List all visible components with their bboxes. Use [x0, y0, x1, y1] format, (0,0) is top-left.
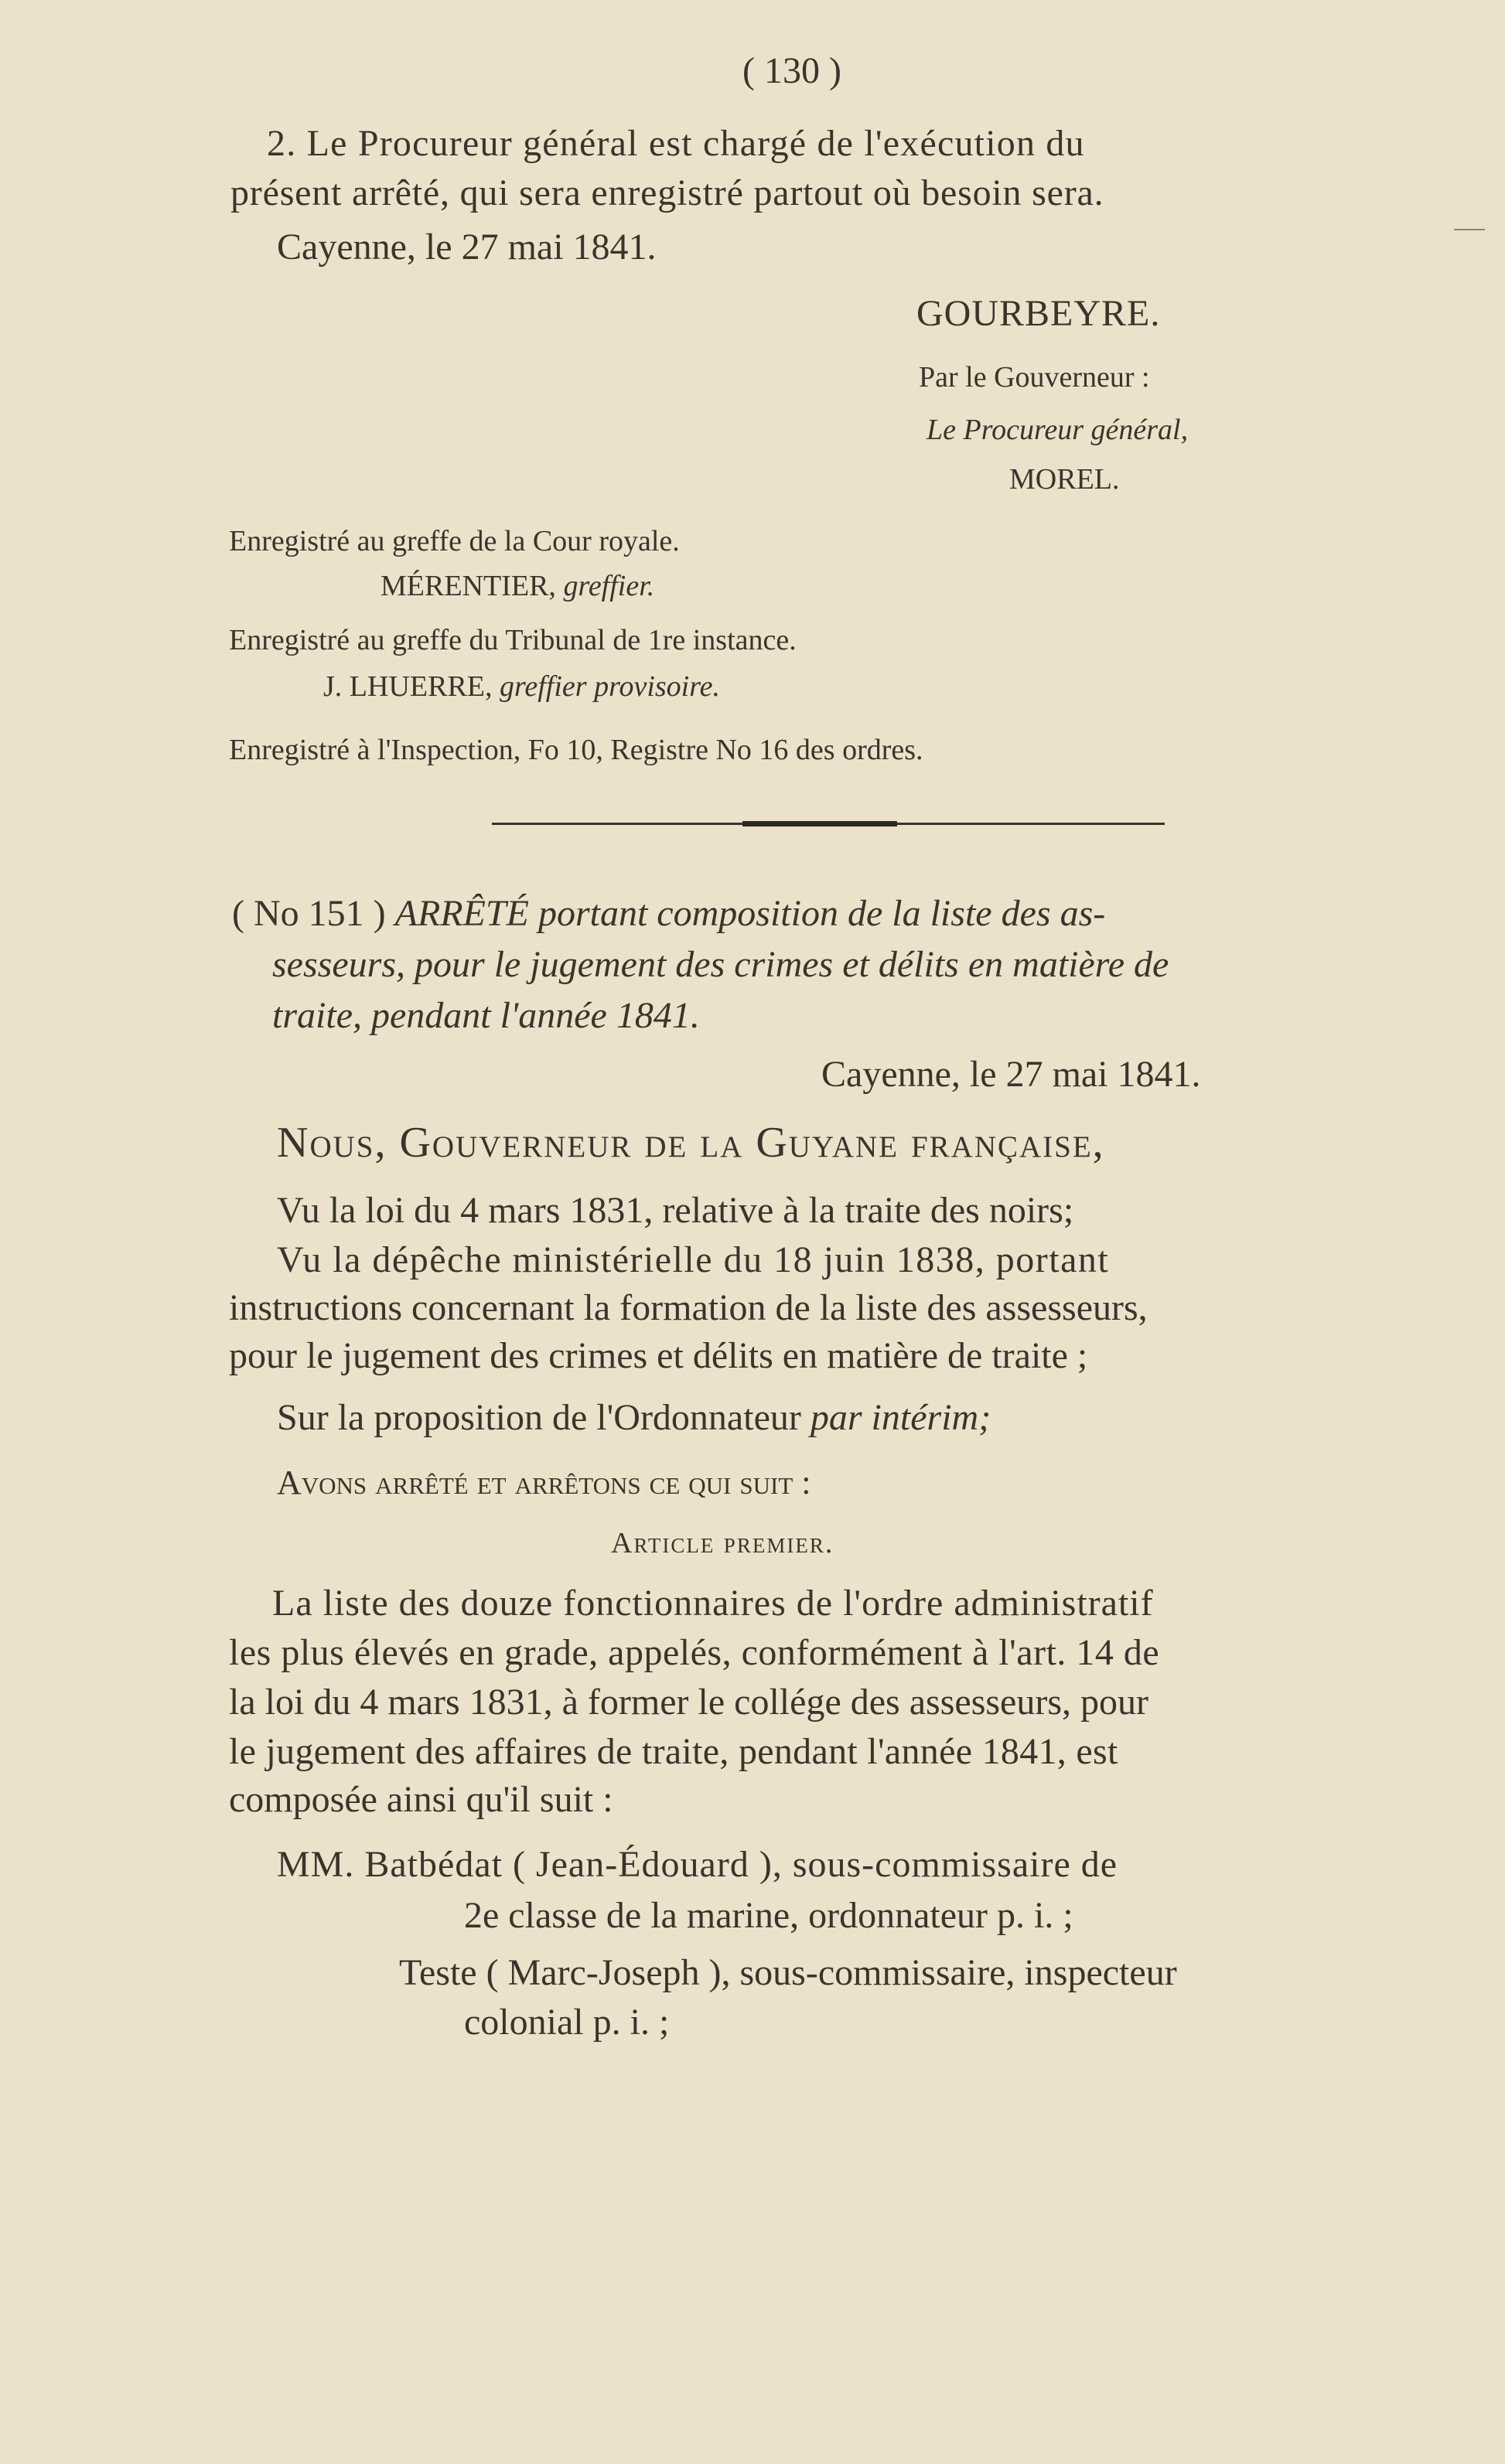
registrar-name: MÉRENTIER,	[381, 570, 556, 602]
article-para-1: La liste des douze fonctionnaires de l'ordre administratif	[272, 1583, 1154, 1624]
member-1-line-2: 2e classe de la marine, ordonnateur p. i. ;	[464, 1895, 1073, 1936]
article-2-date: Cayenne, le 27 mai 1841.	[277, 227, 657, 268]
nous-gouverneur: Nous, Gouverneur de la Guyane française,	[277, 1119, 1105, 1167]
registration-tribunal: Enregistré au greffe du Tribunal de 1re instance.	[229, 624, 797, 656]
article-2-line-1: 2. Le Procureur général est chargé de l'exécution du	[267, 123, 1085, 164]
procureur-title: Le Procureur général,	[927, 414, 1189, 446]
par-interim: par intérim;	[810, 1397, 991, 1438]
avons-arrete: Avons arrêté et arrêtons ce qui suit :	[277, 1464, 811, 1501]
registrar-name: J. LHUERRE,	[323, 670, 493, 703]
sur-proposition-text: Sur la proposition de l'Ordonnateur	[277, 1397, 801, 1438]
article-premier: Article premier.	[611, 1527, 834, 1559]
arrete-number: ( No 151 )	[232, 893, 386, 934]
registration-2-name	[323, 670, 720, 704]
vu-depeche-3: pour le jugement des crimes et délits en matière de traite ;	[229, 1335, 1088, 1376]
arrete-title-2: sesseurs, pour le jugement des crimes et délits en matière de	[272, 944, 1169, 985]
registration-inspection: Enregistré à l'Inspection, Fo 10, Registre No 16 des ordres.	[229, 734, 923, 766]
article-2-line-2: présent arrêté, qui sera enregistré partout où besoin sera.	[230, 172, 1104, 213]
vu-depeche-1: Vu la dépêche ministérielle du 18 juin 1838, portant	[277, 1239, 1110, 1280]
vu-loi: Vu la loi du 4 mars 1831, relative à la traite des noirs;	[277, 1190, 1074, 1231]
registrar-role: greffier.	[563, 570, 655, 602]
arrete-date: Cayenne, le 27 mai 1841.	[821, 1054, 1201, 1095]
page-number: ( 130 )	[742, 50, 841, 91]
registrar-role: greffier provisoire.	[500, 670, 720, 703]
section-divider-accent	[742, 821, 897, 826]
member-2-line-1: Teste ( Marc-Joseph ), sous-commissaire, inspecteur	[399, 1952, 1177, 1993]
procureur-name: MOREL.	[1009, 463, 1120, 496]
arrete-title-1: ARRÊTÉ portant composition de la liste des as-	[394, 893, 1106, 934]
article-para-2: les plus élevés en grade, appelés, conformément à l'art. 14 de	[229, 1632, 1160, 1673]
arrete-title-3: traite, pendant l'année 1841.	[272, 995, 700, 1036]
margin-mark	[1454, 229, 1485, 230]
member-1-line-1: MM. Batbédat ( Jean-Édouard ), sous-commissaire de	[277, 1844, 1118, 1885]
arrete-header-line-1	[232, 892, 1105, 935]
governor-signature: GOURBEYRE.	[916, 293, 1161, 334]
article-para-4: le jugement des affaires de traite, pendant l'année 1841, est	[229, 1731, 1118, 1772]
article-para-5: composée ainsi qu'il suit :	[229, 1779, 613, 1820]
vu-depeche-2: instructions concernant la formation de la liste des assesseurs,	[229, 1287, 1148, 1328]
by-governor: Par le Gouverneur :	[919, 361, 1150, 394]
registration-cour-royale: Enregistré au greffe de la Cour royale.	[229, 525, 680, 557]
registration-1-name	[381, 569, 654, 603]
member-2-line-2: colonial p. i. ;	[464, 2002, 670, 2043]
sur-proposition	[277, 1396, 991, 1439]
article-para-3: la loi du 4 mars 1831, à former le collége des assesseurs, pour	[229, 1682, 1149, 1723]
